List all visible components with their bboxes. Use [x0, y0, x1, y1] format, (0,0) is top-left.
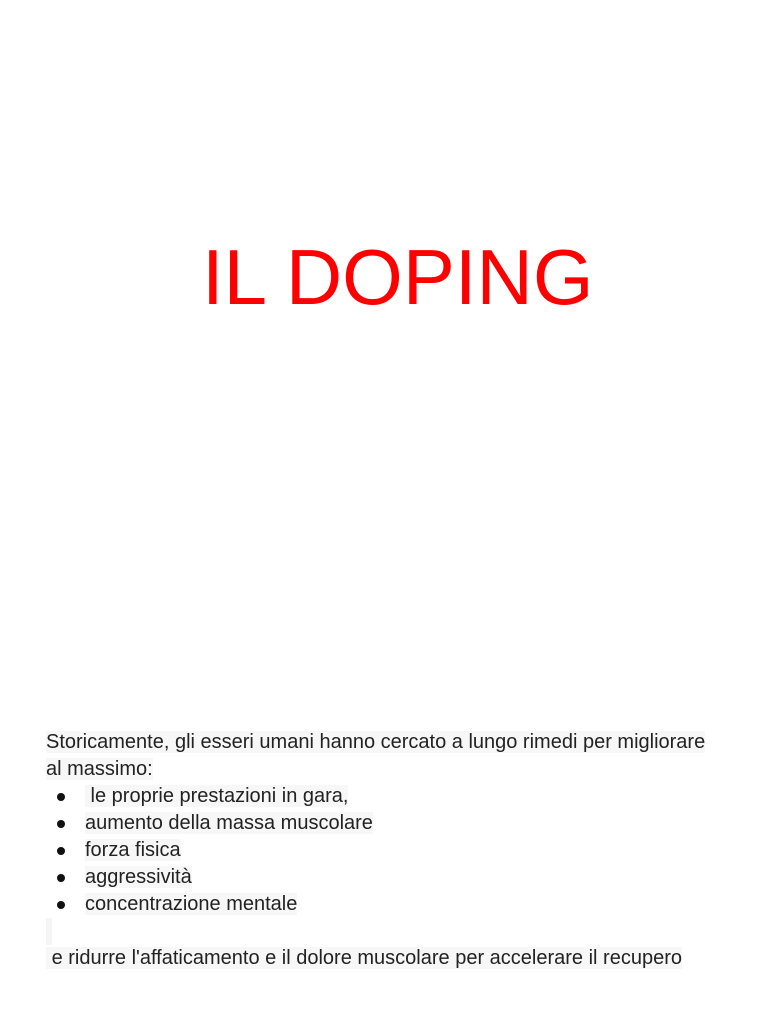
list-item-text: forza fisica [85, 839, 181, 861]
outro-paragraph [46, 945, 726, 972]
bullet-list [46, 783, 726, 918]
list-item [46, 837, 726, 864]
list-item-text: le proprie prestazioni in gara, [85, 785, 349, 807]
empty-line-highlight [46, 918, 52, 945]
outro-text: e ridurre l'affaticamento e il dolore muscolare per accelerare il recupero [46, 947, 682, 969]
page-title: IL DOPING [202, 233, 594, 321]
bullet-icon [57, 847, 65, 855]
bullet-icon [57, 793, 65, 801]
bullet-icon [57, 820, 65, 828]
body-text [46, 729, 726, 972]
list-item [46, 810, 726, 837]
list-item [46, 864, 726, 891]
bullet-icon [57, 901, 65, 909]
intro-paragraph [46, 729, 726, 783]
list-item-text: concentrazione mentale [85, 893, 298, 915]
list-item [46, 891, 726, 918]
intro-text: Storicamente, gli esseri umani hanno cercato a lungo rimedi per migliorare al massimo: [46, 731, 706, 780]
bullet-icon [57, 874, 65, 882]
empty-line [46, 918, 726, 945]
list-item-text: aggressività [85, 866, 192, 888]
list-item-text: aumento della massa muscolare [85, 812, 373, 834]
list-item [46, 783, 726, 810]
